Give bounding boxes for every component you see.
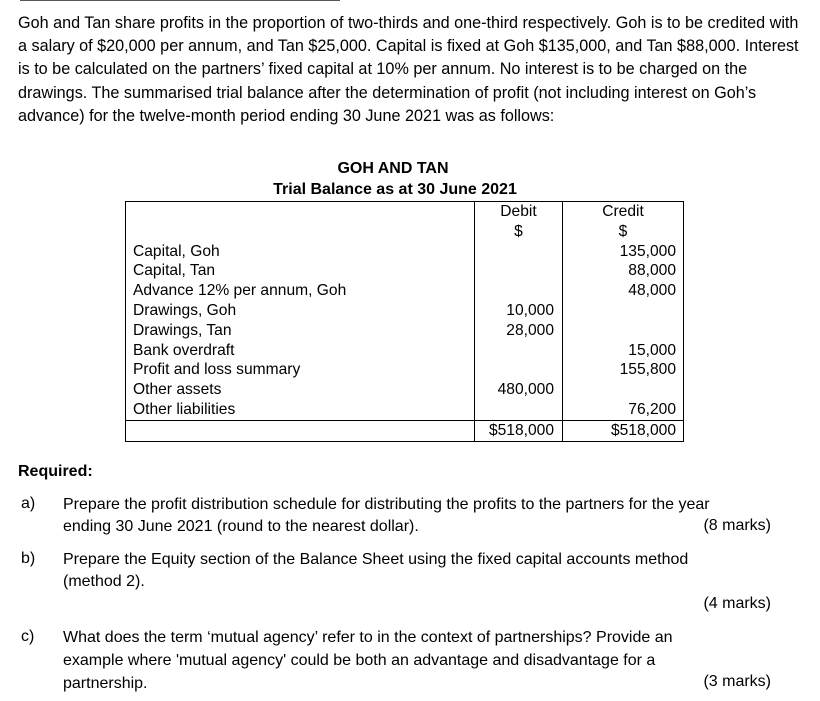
table-row [126, 360, 684, 380]
row-debit [475, 341, 563, 361]
table-row [126, 301, 684, 321]
question-c-marks: (3 marks) [703, 673, 771, 690]
row-credit [563, 301, 684, 321]
table-row [126, 321, 684, 341]
row-debit: 10,000 [475, 301, 563, 321]
row-debit [475, 242, 563, 262]
row-credit: 76,200 [563, 400, 684, 420]
question-c-line1: What does the term ‘mutual agency’ refer to in the context of partnerships? Provide an [63, 629, 673, 646]
table-row [126, 242, 684, 262]
question-b-line1: Prepare the Equity section of the Balance Sheet using the fixed capital accounts method [63, 551, 689, 568]
header-debit-unit: $ [475, 222, 563, 242]
row-credit [563, 380, 684, 400]
row-credit: 135,000 [563, 242, 684, 262]
top-divider [20, 0, 340, 1]
row-debit [475, 281, 563, 301]
row-credit: 48,000 [563, 281, 684, 301]
table-header-row [126, 202, 684, 222]
table-row [126, 380, 684, 400]
row-debit [475, 360, 563, 380]
question-a-letter: a) [21, 495, 36, 512]
trial-balance-table [125, 201, 684, 442]
row-desc: Bank overdraft [126, 341, 475, 361]
row-desc: Drawings, Goh [126, 301, 475, 321]
row-debit: 480,000 [475, 380, 563, 400]
row-credit [563, 321, 684, 341]
table-row [126, 261, 684, 281]
row-desc: Capital, Tan [126, 261, 475, 281]
table-unit-row [126, 222, 684, 242]
table-total-row [126, 420, 684, 441]
header-desc-cell [126, 202, 475, 222]
row-desc: Other assets [126, 380, 475, 400]
question-a-line2: ending 30 June 2021 (round to the nearest dollar). [63, 518, 419, 535]
trial-balance-subtitle: Trial Balance as at 30 June 2021 [273, 181, 517, 198]
question-a-marks: (8 marks) [703, 517, 771, 534]
header-credit: Credit [563, 202, 684, 222]
row-desc: Other liabilities [126, 400, 475, 420]
trial-balance-title: GOH AND TAN [337, 160, 449, 177]
table-row [126, 281, 684, 301]
row-desc: Drawings, Tan [126, 321, 475, 341]
total-debit: $518,000 [475, 420, 563, 441]
row-credit: 155,800 [563, 360, 684, 380]
row-debit: 28,000 [475, 321, 563, 341]
question-c-line3: partnership. [63, 675, 148, 692]
row-credit: 88,000 [563, 261, 684, 281]
required-heading: Required: [18, 463, 93, 480]
row-debit [475, 400, 563, 420]
row-debit [475, 261, 563, 281]
question-b-letter: b) [21, 550, 36, 567]
row-credit: 15,000 [563, 341, 684, 361]
row-desc: Profit and loss summary [126, 360, 475, 380]
header-debit: Debit [475, 202, 563, 222]
table-row [126, 341, 684, 361]
table-row [126, 400, 684, 420]
question-a-line1: Prepare the profit distribution schedule for distributing the profits to the partners for the year [63, 496, 710, 513]
question-b-line2: (method 2). [63, 573, 145, 590]
intro-paragraph: Goh and Tan share profits in the proportion of two-thirds and one-third respectively. Goh is to be credited with a salary of $20,000 per annum, and Tan $25,000. Capital is fixed at Goh $135,000, and Tan $88,000. Interest is to be calculated on the partners’ fixed capital at 10% per annum. No interest is to be charged on the drawings. The summarised trial balance after the determination of profit (not including interest on Goh’s advance) for the twelve-month period ending 30 June 2021 was as follows: [18, 14, 799, 125]
question-b-marks: (4 marks) [703, 595, 771, 612]
question-c-line2: example where 'mutual agency' could be both an advantage and disadvantage for a [63, 652, 656, 669]
header-credit-unit: $ [563, 222, 684, 242]
total-credit: $518,000 [563, 420, 684, 441]
question-c-letter: c) [21, 628, 35, 645]
row-desc: Advance 12% per annum, Goh [126, 281, 475, 301]
row-desc: Capital, Goh [126, 242, 475, 262]
